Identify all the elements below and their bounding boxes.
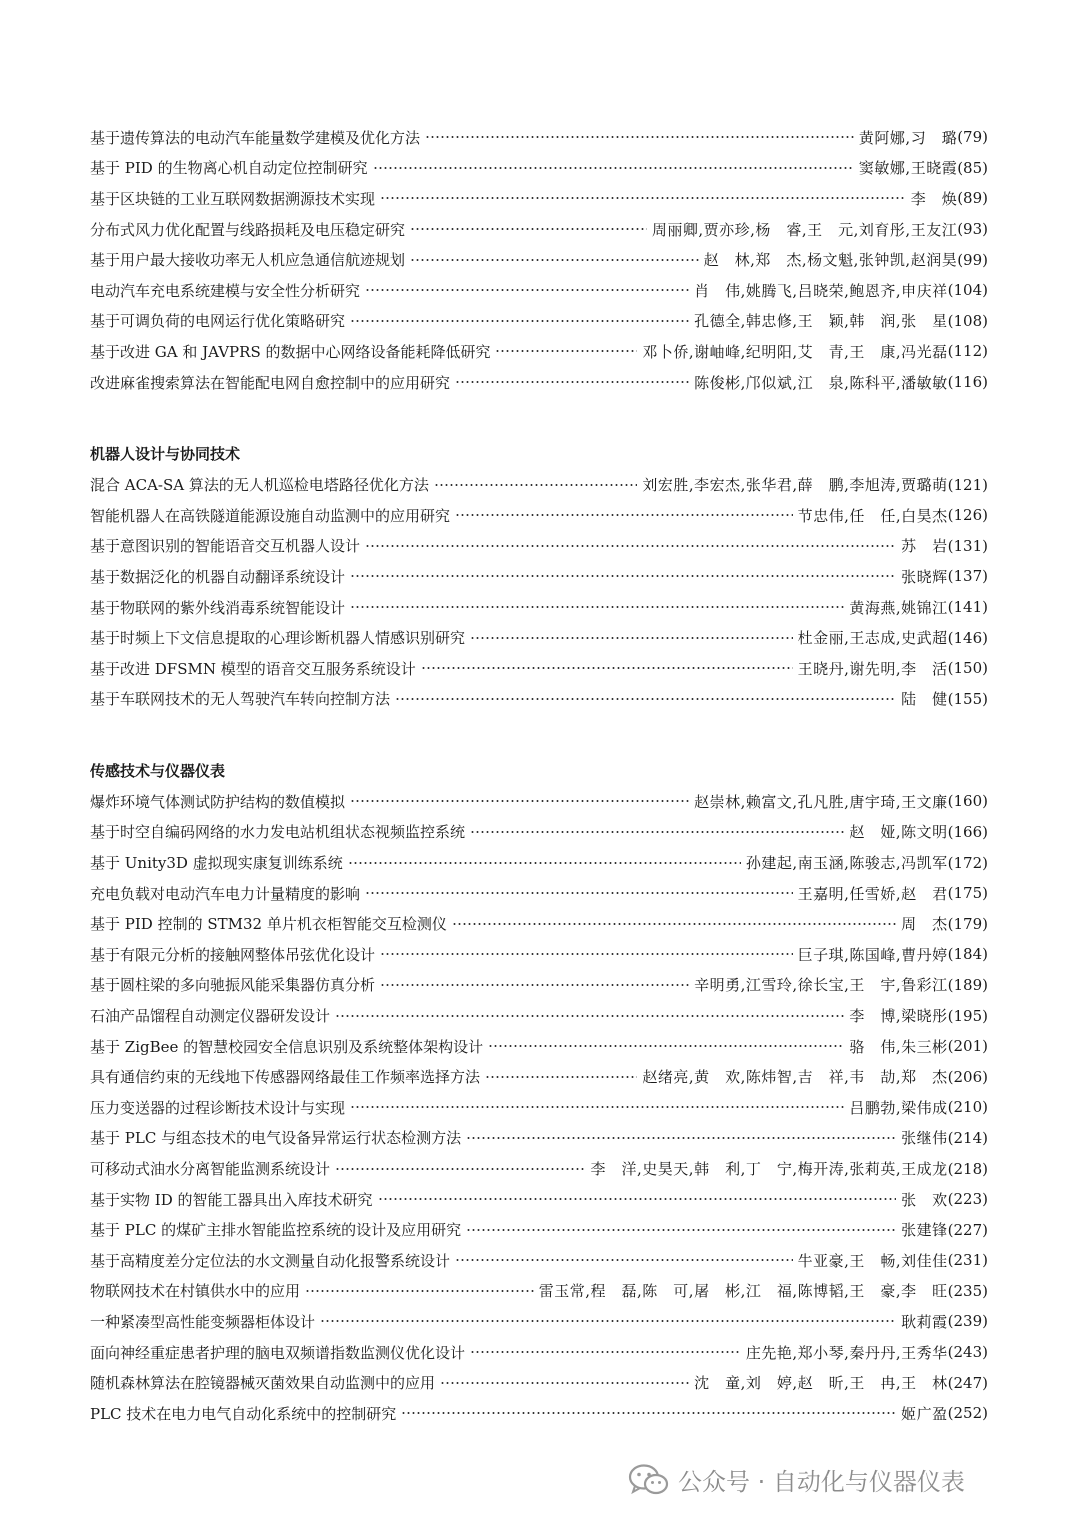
toc-entry	[90, 970, 988, 1001]
entry-page: (179)	[947, 914, 988, 933]
dot-leader	[380, 197, 906, 199]
dot-leader	[410, 228, 647, 230]
entry-title: PLC 技术在电力电气自动化系统中的控制研究	[90, 1404, 397, 1423]
dot-leader	[350, 800, 689, 802]
entry-title: 基于区块链的工业互联网数据溯源技术实现	[90, 189, 376, 208]
entry-page: (150)	[947, 659, 988, 678]
toc-entry	[90, 214, 988, 245]
entry-title: 基于有限元分析的接触网整体吊弦优化设计	[90, 945, 376, 964]
entry-authors: 姬广盈	[901, 1404, 948, 1423]
entry-authors: 陆 健	[901, 690, 948, 709]
entry-page: (155)	[947, 689, 988, 708]
toc-entry	[90, 153, 988, 184]
entry-page: (223)	[947, 1190, 988, 1209]
entry-title: 基于物联网的紫外线消毒系统智能设计	[90, 598, 346, 617]
entry-authors: 耿莉霞	[901, 1312, 948, 1331]
entry-page: (112)	[947, 342, 988, 361]
toc-entry	[90, 306, 988, 337]
entry-page: (108)	[947, 311, 988, 330]
wechat-icon	[628, 1463, 670, 1497]
entry-authors: 陈俊彬,邝似斌,江 泉,陈科平,潘敏敏	[694, 373, 948, 392]
entry-title: 改进麻雀搜索算法在智能配电网自愈控制中的应用研究	[90, 373, 451, 392]
entry-authors: 肖 伟,姚腾飞,吕晓荣,鲍恩齐,申庆祥	[694, 281, 948, 300]
entry-title: 混合 ACA-SA 算法的无人机巡检电塔路径优化方法	[90, 476, 429, 495]
dot-leader	[455, 1259, 793, 1261]
entry-title: 基于数据泛化的机器自动翻译系统设计	[90, 567, 346, 586]
entry-page: (218)	[947, 1159, 988, 1178]
entry-authors: 黄阿娜,习 璐	[858, 128, 958, 147]
dot-leader	[395, 698, 896, 700]
entry-title: 一种紧凑型高性能变频器柜体设计	[90, 1312, 316, 1331]
entry-authors: 李 洋,史昊天,韩 利,丁 宁,梅开涛,张莉英,王成龙	[590, 1160, 948, 1179]
entry-title: 基于 Unity3D 虚拟现实康复训练系统	[90, 854, 343, 873]
entry-page: (137)	[947, 567, 988, 586]
dot-leader	[335, 1015, 844, 1017]
entry-title: 智能机器人在高铁隧道能源设施自动监测中的应用研究	[90, 506, 451, 525]
entry-page: (172)	[947, 853, 988, 872]
entry-page: (231)	[947, 1251, 988, 1270]
entry-title: 基于可调负荷的电网运行优化策略研究	[90, 312, 346, 331]
entry-page: (126)	[947, 506, 988, 525]
entry-title: 基于遗传算法的电动汽车能量数学建模及优化方法	[90, 128, 421, 147]
entry-title: 基于 ZigBee 的智慧校园安全信息识别及系统整体架构设计	[90, 1037, 484, 1056]
entry-authors: 巨子琪,陈国峰,曹丹婷	[797, 945, 948, 964]
toc-entry	[90, 275, 988, 306]
entry-authors: 沈 童,刘 婷,赵 昕,王 冉,王 林	[694, 1374, 948, 1393]
dot-leader	[365, 545, 896, 547]
toc-entry	[90, 1031, 988, 1062]
entry-page: (247)	[947, 1373, 988, 1392]
dot-leader	[378, 1198, 897, 1200]
entry-authors: 李 博,梁晓彤	[849, 1007, 948, 1026]
entry-page: (210)	[947, 1098, 988, 1117]
entry-page: (195)	[947, 1006, 988, 1025]
entry-authors: 节忠伟,任 任,白昊杰	[797, 506, 948, 525]
entry-title: 充电负载对电动汽车电力计量精度的影响	[90, 884, 361, 903]
dot-leader	[495, 350, 637, 352]
toc-entry	[90, 1184, 988, 1215]
dot-leader	[466, 1229, 896, 1231]
toc-entry	[90, 1276, 988, 1307]
toc-entry	[90, 653, 988, 684]
dot-leader	[350, 575, 896, 577]
dot-leader	[470, 637, 793, 639]
entry-authors: 张 欢	[901, 1190, 948, 1209]
entry-title: 可移动式油水分离智能监测系统设计	[90, 1160, 331, 1179]
entry-page: (189)	[947, 975, 988, 994]
entry-authors: 赵绪亮,黄 欢,陈炜智,吉 祥,韦 劼,郑 杰	[642, 1068, 948, 1087]
dot-leader	[421, 667, 793, 669]
entry-authors: 邓卜侨,谢岫峰,纪明阳,艾 青,王 康,冯光磊	[642, 342, 948, 361]
entry-authors: 牛亚豪,王 畅,刘佳佳	[797, 1251, 948, 1270]
entry-authors: 窦敏娜,王晓霞	[858, 159, 958, 178]
entry-authors: 雷玉常,程 磊,陈 可,屠 彬,江 福,陈博韬,王 豪,李 旺	[538, 1282, 948, 1301]
entry-title: 随机森林算法在腔镜器械灭菌效果自动监测中的应用	[90, 1374, 436, 1393]
toc-entry	[90, 1153, 988, 1184]
dot-leader	[350, 606, 844, 608]
entry-title: 基于 PID 的生物离心机自动定位控制研究	[90, 159, 368, 178]
dot-leader	[365, 892, 793, 894]
entry-title: 基于实物 ID 的智能工器具出入库技术研究	[90, 1190, 373, 1209]
dot-leader	[488, 1045, 844, 1047]
entry-page: (235)	[947, 1281, 988, 1300]
toc-entry	[90, 1000, 988, 1031]
entry-authors: 周丽卿,贾亦珍,杨 睿,王 元,刘育彤,王友江	[651, 220, 958, 239]
entry-page: (121)	[947, 475, 988, 494]
entry-authors: 周 杰	[901, 915, 948, 934]
entry-page: (141)	[947, 598, 988, 617]
entry-title: 基于圆柱梁的多向驰振风能采集器仿真分析	[90, 976, 376, 995]
toc-entry	[90, 1367, 988, 1398]
dot-leader	[434, 484, 637, 486]
entry-title: 分布式风力优化配置与线路损耗及电压稳定研究	[90, 220, 406, 239]
entry-page: (85)	[957, 158, 988, 177]
entry-title: 基于改进 DFSMN 模型的语音交互服务系统设计	[90, 659, 416, 678]
entry-page: (214)	[947, 1128, 988, 1147]
toc-entry	[90, 1123, 988, 1154]
entry-authors: 庄先艳,郑小琴,秦丹丹,王秀华	[745, 1343, 948, 1362]
dot-leader	[380, 953, 793, 955]
entry-authors: 黄海燕,姚锦江	[849, 598, 948, 617]
entry-title: 爆炸环境气体测试防护结构的数值模拟	[90, 792, 346, 811]
dot-leader	[350, 320, 689, 322]
toc-entry	[90, 336, 988, 367]
dot-leader	[425, 136, 854, 138]
toc-entry	[90, 847, 988, 878]
toc-entry	[90, 500, 988, 531]
toc-entry	[90, 531, 988, 562]
dot-leader	[350, 1106, 844, 1108]
dot-leader	[305, 1290, 534, 1292]
entry-title: 基于 PID 控制的 STM32 单片机衣柜智能交互检测仪	[90, 915, 447, 934]
entry-authors: 赵 娅,陈文明	[849, 823, 948, 842]
entry-authors: 吕鹏勃,梁伟成	[849, 1098, 948, 1117]
toc-entry	[90, 1306, 988, 1337]
entry-page: (79)	[957, 128, 988, 147]
entry-authors: 王嘉明,任雪娇,赵 君	[797, 884, 948, 903]
toc-entry	[90, 244, 988, 275]
entry-page: (89)	[957, 189, 988, 208]
toc-entry	[90, 1337, 988, 1368]
entry-authors: 张继伟	[901, 1129, 948, 1148]
entry-title: 基于 PLC 与组态技术的电气设备异常运行状态检测方法	[90, 1129, 462, 1148]
entry-authors: 杜金丽,王志成,史武超	[797, 629, 948, 648]
section-heading: 机器人设计与协同技术	[90, 445, 241, 464]
entry-authors: 辛明勇,江雪玲,徐长宝,王 宇,鲁彩江	[694, 976, 948, 995]
table-of-contents	[90, 122, 988, 1473]
dot-leader	[373, 167, 854, 169]
dot-leader	[455, 381, 689, 383]
entry-title: 物联网技术在村镇供水中的应用	[90, 1282, 301, 1301]
entry-authors: 李 焕	[910, 189, 958, 208]
entry-title: 基于意图识别的智能语音交互机器人设计	[90, 537, 361, 556]
toc-entry	[90, 592, 988, 623]
entry-page: (227)	[947, 1220, 988, 1239]
entry-page: (175)	[947, 884, 988, 903]
dot-leader	[470, 831, 844, 833]
toc-entry	[90, 1092, 988, 1123]
entry-page: (166)	[947, 822, 988, 841]
entry-title: 基于车联网技术的无人驾驶汽车转向控制方法	[90, 690, 391, 709]
entry-title: 石油产品馏程自动测定仪器研发设计	[90, 1007, 331, 1026]
toc-entry	[90, 1061, 988, 1092]
entry-authors: 苏 岩	[901, 537, 948, 556]
entry-authors: 刘宏胜,李宏杰,张华君,薛 鹏,李旭涛,贾璐萌	[642, 476, 948, 495]
entry-title: 基于用户最大接收功率无人机应急通信航迹规划	[90, 251, 406, 270]
entry-authors: 张建锋	[901, 1221, 948, 1240]
entry-page: (116)	[947, 373, 988, 392]
entry-title: 电动汽车充电系统建模与安全性分析研究	[90, 281, 361, 300]
toc-section	[90, 122, 988, 397]
toc-entry	[90, 367, 988, 398]
entry-page: (146)	[947, 628, 988, 647]
entry-authors: 赵 林,郑 杰,杨文魁,张钟凯,赵润昊	[703, 251, 958, 270]
dot-leader	[335, 1168, 586, 1170]
entry-page: (243)	[947, 1343, 988, 1362]
toc-section	[90, 758, 988, 1428]
entry-page: (201)	[947, 1037, 988, 1056]
entry-authors: 孔德全,韩忠修,王 颖,韩 润,张 星	[694, 312, 948, 331]
dot-leader	[410, 259, 699, 261]
toc-entry	[90, 878, 988, 909]
entry-page: (131)	[947, 536, 988, 555]
entry-title: 基于 PLC 的煤矿主排水智能监控系统的设计及应用研究	[90, 1221, 462, 1240]
entry-authors: 骆 伟,朱三彬	[849, 1037, 948, 1056]
entry-page: (93)	[957, 220, 988, 239]
dot-leader	[380, 984, 689, 986]
entry-title: 面向神经重症患者护理的脑电双频谱指数监测仪优化设计	[90, 1343, 466, 1362]
entry-page: (206)	[947, 1067, 988, 1086]
entry-authors: 王晓丹,谢先明,李 活	[797, 659, 948, 678]
toc-entry	[90, 122, 988, 153]
toc-entry	[90, 1398, 988, 1429]
toc-entry	[90, 908, 988, 939]
dot-leader	[401, 1412, 896, 1414]
dot-leader	[485, 1076, 637, 1078]
toc-entry	[90, 622, 988, 653]
toc-entry	[90, 1214, 988, 1245]
section-heading: 传感技术与仪器仪表	[90, 762, 226, 781]
dot-leader	[348, 862, 741, 864]
toc-entry	[90, 1245, 988, 1276]
entry-authors: 孙建起,南玉涵,陈骏志,冯凯军	[745, 854, 948, 873]
entry-page: (99)	[957, 250, 988, 269]
toc-entry	[90, 817, 988, 848]
toc-entry	[90, 939, 988, 970]
toc-entry	[90, 469, 988, 500]
dot-leader	[365, 289, 689, 291]
entry-title: 基于时频上下文信息提取的心理诊断机器人情感识别研究	[90, 629, 466, 648]
dot-leader	[440, 1382, 689, 1384]
toc-entry	[90, 561, 988, 592]
toc-entry	[90, 786, 988, 817]
entry-page: (252)	[947, 1404, 988, 1423]
dot-leader	[452, 923, 896, 925]
watermark	[628, 1462, 965, 1497]
watermark-text: 公众号 · 自动化与仪器仪表	[678, 1468, 965, 1496]
entry-page: (184)	[947, 945, 988, 964]
toc-entry	[90, 183, 988, 214]
entry-page: (239)	[947, 1312, 988, 1331]
dot-leader	[466, 1137, 896, 1139]
entry-title: 压力变送器的过程诊断技术设计与实现	[90, 1098, 346, 1117]
entry-title: 具有通信约束的无线地下传感器网络最佳工作频率选择方法	[90, 1068, 481, 1087]
entry-page: (104)	[947, 281, 988, 300]
toc-section	[90, 441, 988, 714]
entry-authors: 赵崇林,赖富文,孔凡胜,唐宇琦,王文廉	[694, 792, 948, 811]
entry-page: (160)	[947, 792, 988, 811]
entry-title: 基于高精度差分定位法的水文测量自动化报警系统设计	[90, 1251, 451, 1270]
toc-entry	[90, 684, 988, 715]
dot-leader	[320, 1320, 896, 1322]
dot-leader	[470, 1351, 741, 1353]
entry-authors: 张晓辉	[901, 567, 948, 586]
entry-title: 基于时空自编码网络的水力发电站机组状态视频监控系统	[90, 823, 466, 842]
entry-title: 基于改进 GA 和 JAVPRS 的数据中心网络设备能耗降低研究	[90, 342, 491, 361]
dot-leader	[455, 514, 793, 516]
